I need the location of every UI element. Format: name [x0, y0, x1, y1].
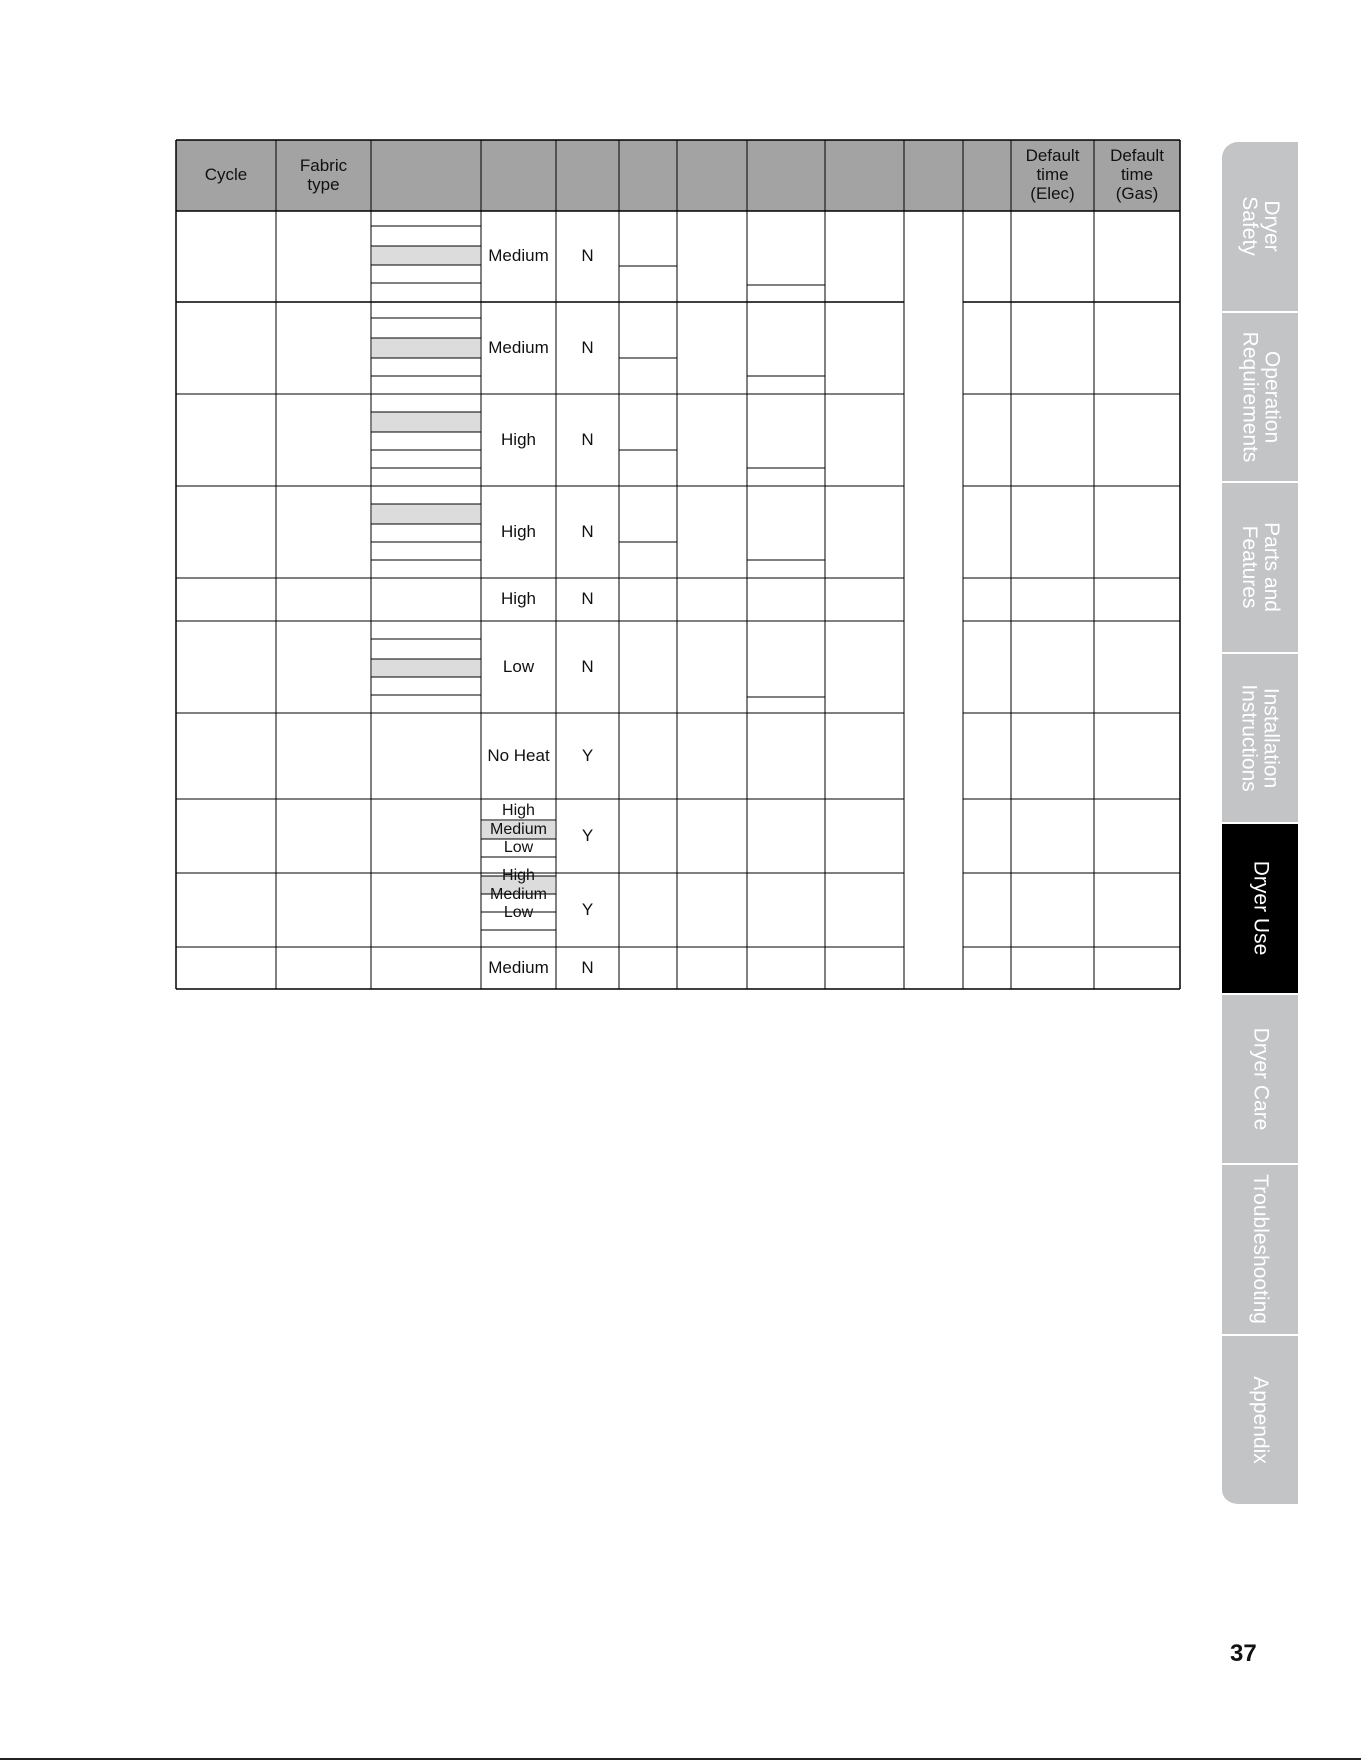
wrinkle-flag-text: N: [581, 589, 594, 609]
header-cell-text: Cycle: [204, 165, 248, 185]
heat-option: [481, 821, 556, 840]
wrinkle-flag-text: N: [581, 429, 594, 449]
wrinkle-flag: [556, 302, 619, 394]
tab-dryer-safety[interactable]: [1222, 142, 1298, 313]
heat-option: [481, 867, 556, 886]
heat-setting-text: High: [501, 429, 536, 449]
header-cell: [619, 140, 677, 211]
heat-option-text: Medium: [490, 820, 547, 838]
selected-setting-band: [372, 504, 480, 524]
header-cell: [904, 140, 963, 211]
wrinkle-flag-text: Y: [581, 899, 594, 919]
heat-option: [481, 904, 556, 923]
tab-label: Operation Requirements: [1238, 331, 1284, 463]
heat-setting: [481, 302, 556, 394]
wrinkle-flag-text: N: [581, 246, 594, 266]
tab-dryer-use[interactable]: [1222, 824, 1298, 995]
wrinkle-flag-text: N: [581, 337, 594, 357]
header-cell: [1011, 140, 1094, 211]
heat-setting-text: High: [501, 589, 536, 609]
header-cell: [963, 140, 1011, 211]
header-cell: [825, 140, 904, 211]
header-cell: [481, 140, 556, 211]
wrinkle-flag-text: N: [581, 656, 594, 676]
heat-setting-text: High: [501, 521, 536, 541]
header-cell: [1094, 140, 1180, 211]
wrinkle-flag: [556, 211, 619, 302]
tab-label: Parts and Features: [1238, 522, 1284, 613]
selected-setting-band: [372, 412, 480, 432]
heat-option: [481, 802, 556, 821]
heat-setting-text: Medium: [488, 337, 549, 357]
header-cell: [677, 140, 747, 211]
heat-setting: [481, 947, 556, 989]
wrinkle-flag-text: N: [581, 957, 594, 977]
heat-option: [481, 886, 556, 905]
header-cell: [176, 140, 276, 211]
bottom-rule: [0, 1758, 1361, 1760]
page-number: 37: [1230, 1640, 1257, 1667]
heat-option-text: Medium: [490, 885, 547, 903]
tab-label: Dryer Care: [1249, 1027, 1273, 1131]
heat-setting: [481, 394, 556, 486]
tab-label: Installation Instructions: [1238, 684, 1284, 792]
wrinkle-flag: [556, 713, 619, 799]
header-cell: [371, 140, 481, 211]
tab-label: Dryer Use: [1249, 860, 1273, 956]
tab-label: Dryer Safety: [1237, 196, 1284, 257]
wrinkle-flag: [556, 947, 619, 989]
heat-setting-text: No Heat: [487, 745, 550, 765]
tab-label: Troubleshooting: [1249, 1174, 1273, 1325]
heat-setting: [481, 486, 556, 578]
wrinkle-flag: [556, 799, 619, 873]
header-cell-text: Default time (Gas): [1110, 146, 1164, 203]
heat-option-text: High: [502, 867, 535, 885]
tab-appendix[interactable]: [1222, 1336, 1298, 1507]
heat-option-text: Low: [503, 904, 534, 922]
wrinkle-flag: [556, 578, 619, 621]
header-cell-text: Default time (Elec): [1025, 146, 1080, 203]
header-cell: [747, 140, 825, 211]
heat-setting-text: Medium: [488, 957, 549, 977]
wrinkle-flag: [556, 621, 619, 713]
wrinkle-flag-text: Y: [581, 745, 594, 765]
wrinkle-flag-text: N: [581, 521, 594, 541]
heat-setting: [481, 211, 556, 302]
heat-option-text: Low: [503, 839, 534, 857]
header-cell: [556, 140, 619, 211]
heat-setting: [481, 713, 556, 799]
header-cell: [276, 140, 371, 211]
heat-option-text: High: [502, 802, 535, 820]
tab-label: Appendix: [1249, 1375, 1273, 1464]
header-cell-text: Fabric type: [299, 155, 348, 194]
selected-setting-band: [372, 338, 480, 358]
tab-installation-instructions[interactable]: [1222, 654, 1298, 825]
heat-setting-text: Medium: [488, 246, 549, 266]
wrinkle-flag: [556, 486, 619, 578]
tab-dryer-care[interactable]: [1222, 995, 1298, 1166]
heat-setting: [481, 621, 556, 713]
selected-setting-band: [372, 246, 480, 265]
tab-parts-and-features[interactable]: [1222, 483, 1298, 654]
wrinkle-flag-text: Y: [581, 825, 594, 845]
heat-option: [481, 839, 556, 858]
wrinkle-flag: [556, 394, 619, 486]
tab-operation-requirements[interactable]: [1222, 313, 1298, 484]
heat-setting: [481, 578, 556, 621]
tab-troubleshooting[interactable]: [1222, 1165, 1298, 1336]
wrinkle-flag: [556, 873, 619, 947]
selected-setting-band: [372, 659, 480, 677]
heat-setting-text: Low: [502, 656, 535, 676]
